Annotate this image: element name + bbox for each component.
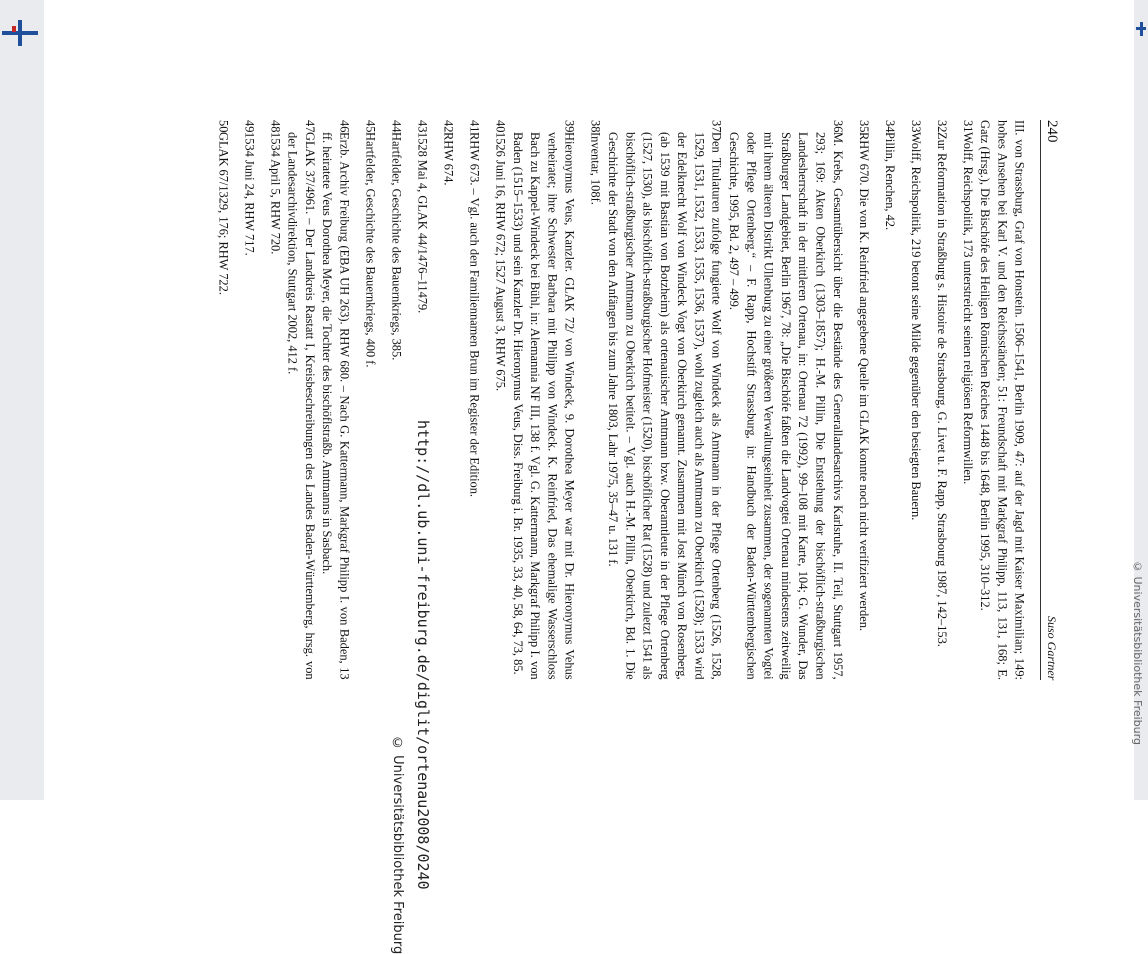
running-author: Suso Gartner (1045, 615, 1059, 680)
footnote (352, 120, 378, 680)
page-number: 240 (1044, 120, 1060, 143)
footnote-text: 1534 Juni 24, RHW 717. (242, 132, 257, 257)
footnote (898, 120, 924, 680)
footnote-number: 37 (709, 120, 724, 133)
footnote-text: Pillin, Renchen, 42. (882, 132, 897, 231)
footnote-number: 34 (882, 120, 897, 133)
library-mark-icon (1136, 22, 1146, 36)
footnote-number: 49 (242, 120, 257, 133)
footnote-text: GLAK 67/1329, 176; RHW 722. (216, 132, 231, 296)
footnote (950, 120, 976, 680)
copyright-notice: © Universitätsbibliothek Freiburg (390, 736, 405, 954)
footnote-number: 41 (467, 120, 482, 133)
footnote-text: Erzb. Archiv Freiburg (EBA UH 263). RHW 680. – Nach G. Kattermann, Markgraf Philipp I. von Baden, 13 ff. heiratete Veus Dorothea Meyer, die Tochter des bischöflstraßb. Amtmanns in Sasbach. (320, 132, 352, 680)
footnote-text: Hartfelder, Geschichte des Bauernkriegs, 385. (389, 132, 404, 361)
footnote-number: 47 (302, 120, 317, 133)
footnote-text: Zur Reformation in Straßburg s. Histoire de Strasbourg, G. Livet u. F. Rapp, Strasbourg 1987, 142–153. (934, 132, 949, 648)
footnote-number: 50 (216, 120, 231, 133)
footnote (456, 120, 482, 680)
footnote (924, 120, 950, 680)
footnote (430, 120, 456, 680)
footnote (872, 120, 898, 680)
footnote-text: RHW 674. (441, 132, 456, 186)
footnote (231, 120, 257, 680)
left-sidebar (0, 0, 44, 800)
footnote-text: Inventar, 108f. (588, 132, 603, 206)
footnote-text: GLAK 37/4961. – Der Landkreis Rastatt I, Kreisbeschreibungen des Landes Baden-Württemberg, hrsg. von der Landesarchivdirektion, Stuttgart 2002, 412 f. (285, 132, 317, 680)
footnote-text: III. von Strassburg, Graf von Honstein. 1506–1541, Berlin 1909, 47: auf der Jagd mit Kaiser Maximilian; 149: hohes Ansehen bei Karl V. und den Reichsständen; 51: Freundschaft mit Markgraf Philipp, 113, 131, 168; E. Gatz (Hrsg.), Die Bischöfe des Heiligen Römischen Reiches 1448 bis 1648, Berlin 1995, 310–312. (978, 120, 1027, 680)
footnote (578, 120, 604, 680)
edge-copyright: © Universitätsbibliothek Freiburg (1131, 560, 1144, 745)
footnote-number: 48 (268, 120, 283, 133)
footnote-text: Wolff, Reichspolitik, 173 unterstreicht seinen religiösen Reformwillen. (960, 132, 975, 485)
footnote-text: M. Krebs, Gesamtübersicht über die Bestände des Generallandesarchivs Karlsruhe, II. Teil, Stuttgart 1957, 293; 169: Akten Oberkirch (1303–1857); H.-M. Pillin, Die Entstehung der bischöflich-straßburgischen Landesherrschaft in der mittleren Ortenau, in: Ortenau 72 (1992), 99–108 mit Karte, 104; G. Wunder, Das Straßburger Landgebiet, Berlin 1967, 78: „Die Bischöfe faßten die Landvogtei Ortenau mindestens zeitweilig mit ihrem älteren Distrikt Ullenburg zu einer größeren Verwaltungseinheit zusammen, der sogenannten Vogtei oder Pflege Ortenberg.“ – F. Rapp, Hochstift Strassburg, in: Handbuch der Baden-Württembergischen Geschichte, 1995, Bd. 2, 497 – 499. (727, 132, 845, 680)
footnote-text: RHW 673. – Vgl. auch den Familiennamen Brun im Register der Edition. (467, 132, 482, 498)
footnote (846, 120, 872, 680)
footnote-number: 39 (562, 120, 577, 133)
footnote-text: 1534 April 5, RHW 720. (268, 132, 283, 255)
footnote-number: 42 (441, 120, 456, 133)
footnote-text: 1526 Juni 16, RHW 672; 1527 August 3, RHW 675. (493, 132, 508, 392)
library-logo-icon[interactable] (2, 20, 38, 46)
footnote (508, 120, 577, 680)
footnote-number: 36 (830, 120, 845, 133)
source-url[interactable]: http://dl.ub.uni-freiburg.de/diglit/ortenau2008/0240 (414, 420, 432, 890)
footnote-number: 31 (960, 120, 975, 133)
footnote-text: Hartfelder, Geschichte des Bauernkriegs, 400 f. (363, 132, 378, 368)
footnote (318, 120, 353, 680)
footnote-text: RHW 670. Die von K. Reinfried angegebene Quelle im GLAK konnte noch nicht verifiziert werden. (856, 132, 871, 632)
footnote-text: Den Titulaturen zufolge fungierte Wolf von Windeck als Amtmann in der Pflege Ortenberg (1526, 1528, 1529, 1531, 1532, 1533, 1535, 1536, 1537), wohl zugleich auch als Amtmann zu Oberkirch (1528); 1533 wird der Edelknecht Wolf von Windeck Vogt von Oberkirch genannt. Zusammen mit Jost Münch von Rosenberg, (ab 1539 mit Bastian von Botzheim) als ortenauischer Amtmann bzw. Oberamtleute in der Pflege Ortenberg (1527, 1530), als bischöflich-straßburgischer Hofmeister (1520), bischöflicher Rat (1528) und zuletzt 1541 als bischöflich-straßburgischer Amtmann zu Oberkirch betitelt. – Vgl. auch H.-M. Pillin, Oberkirch, Bd. 1. Die Geschichte der Stadt von den Anfängen bis zum Jahre 1803, Lahr 1975, 35–47 u. 131 f. (605, 132, 724, 680)
footnote-number: 35 (856, 120, 871, 133)
footnote-number: 46 (337, 120, 352, 133)
footnote-text: 1528 Mai 4, GLAK 44/1476–11479. (415, 132, 430, 314)
footnote-number: 32 (934, 120, 949, 133)
footnote (378, 120, 404, 680)
footnote-number: 33 (908, 120, 923, 133)
footnote (205, 120, 231, 680)
footnote-number: 38 (588, 120, 603, 133)
footnote (482, 120, 508, 680)
footnote (976, 120, 1028, 680)
footnote (283, 120, 318, 680)
footnotes (205, 120, 1027, 680)
footnote (725, 120, 846, 680)
footnote (604, 120, 725, 680)
page-header (1040, 120, 1060, 680)
footnote-number: 40 (493, 120, 508, 133)
footnote-number: 43 (415, 120, 430, 133)
footnote-text: Wolff, Reichspolitik, 219 betont seine Milde gegenüber den besiegten Bauern. (908, 132, 923, 521)
footnote (257, 120, 283, 680)
document-page (142, 120, 1060, 680)
footnote-number: 44 (389, 120, 404, 133)
footnote-number: 45 (363, 120, 378, 133)
footnote-text: Hieronymus Veus, Kanzler. GLAK 72/ von Windeck, 9. Dorothea Meyer war mit Dr. Hieronymus Vehus verheiratet; ihre Schwester Barbara mit Philipp von Windeck. K. Reinfried, Das ehemalige Wasserschloss Bach zu Kappel-Windeck bei Bühl, in: Alemannia NF III, 138 f. Vgl. G. Kattermann, Markgraf Philipp I. von Baden (1515–1533) und sein Kanzler Dr. Hieronymus Veus, Diss. Freiburg i. Br. 1935, 33, 40, 58, 64, 73, 85. (510, 132, 577, 680)
